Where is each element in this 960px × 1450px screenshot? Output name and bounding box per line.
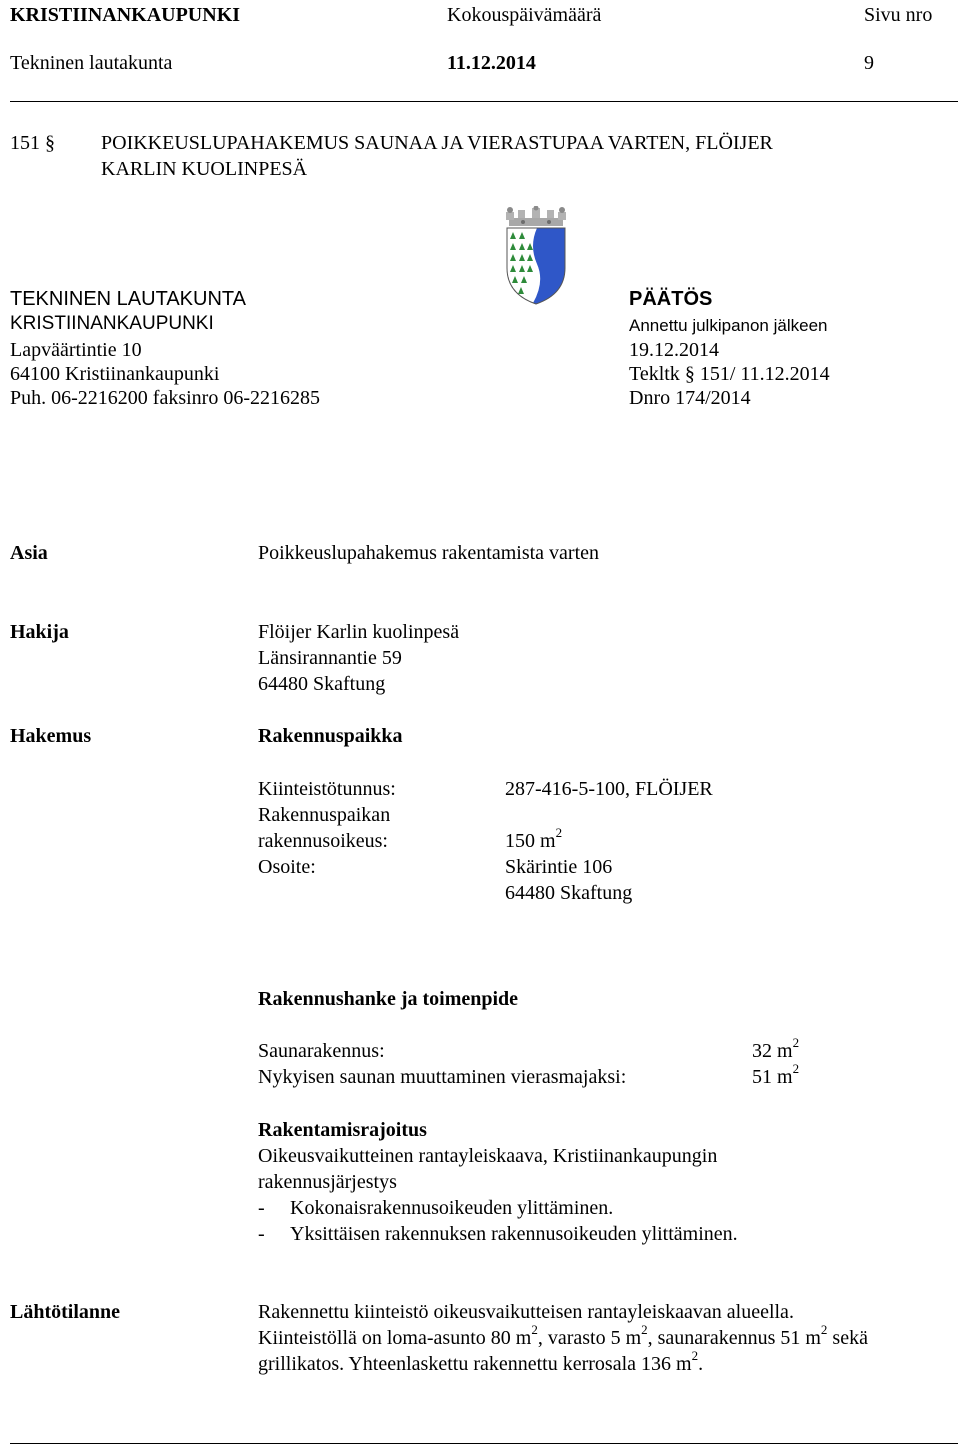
rajoitus-dash: - <box>258 1223 265 1245</box>
header-meeting-date: 11.12.2014 <box>447 52 536 74</box>
lahtotilanne-line-3: grillikatos. Yhteenlaskettu rakennettu kerrosala 136 $m^2$. <box>258 1348 704 1375</box>
decision-heading: PÄÄTÖS <box>629 288 713 310</box>
lahtotilanne-line-1: Rakennettu kiinteistö oikeusvaikutteisen rantayleiskaavan alueella. <box>258 1301 794 1323</box>
rajoitus-dash: - <box>258 1197 265 1219</box>
decision-ref: Tekltk § 151/ 11.12.2014 <box>629 363 830 385</box>
hanke-heading: Rakennushanke ja toimenpide <box>258 988 519 1010</box>
asia-value: Poikkeuslupahakemus rakentamista varten <box>258 542 600 564</box>
title-line-1: POIKKEUSLUPAHAKEMUS SAUNAA JA VIERASTUPAA VARTEN, FLÖIJER <box>101 132 773 154</box>
crown-icon <box>506 206 566 226</box>
hakemus-label: Hakemus <box>10 725 92 747</box>
header-divider <box>10 101 958 102</box>
hakija-line: 64480 Skaftung <box>258 673 386 695</box>
decision-given: Annettu julkipanon jälkeen <box>629 316 828 335</box>
kiinteistotunnus-value: 287-416-5-100, FLÖIJER <box>505 778 713 800</box>
sender-postal: 64100 Kristiinankaupunki <box>10 363 220 385</box>
rajoitus-line-2: rakennusjärjestys <box>258 1171 397 1193</box>
footer-divider <box>10 1443 958 1444</box>
vierasmaja-label: Nykyisen saunan muuttaminen vierasmajaksi: <box>258 1066 627 1088</box>
decision-dnro: Dnro 174/2014 <box>629 387 751 409</box>
asia-label: Asia <box>10 542 48 564</box>
osoite-line-2: 64480 Skaftung <box>505 882 633 904</box>
sender-city: KRISTIINANKAUPUNKI <box>10 313 214 334</box>
header-meeting-date-label: Kokouspäivämäärä <box>447 4 602 26</box>
sender-phone: Puh. 06-2216200 faksinro 06-2216285 <box>10 387 320 409</box>
title-line-2: KARLIN KUOLINPESÄ <box>101 158 308 180</box>
header-org: KRISTIINANKAUPUNKI <box>10 4 241 26</box>
osoite-line-1: Skärintie 106 <box>505 856 613 878</box>
kiinteistotunnus-label: Kiinteistötunnus: <box>258 778 396 800</box>
coat-of-arms-icon <box>503 206 569 306</box>
rakennusoikeus-label-2: rakennusoikeus: <box>258 830 388 852</box>
section-number: 151 § <box>10 132 55 154</box>
sender-name: TEKNINEN LAUTAKUNTA <box>10 288 246 310</box>
header-page-label: Sivu nro <box>864 4 933 26</box>
hakija-line: Flöijer Karlin kuolinpesä <box>258 621 460 643</box>
hakija-label: Hakija <box>10 621 69 643</box>
sender-street: Lapväärtintie 10 <box>10 339 142 361</box>
sauna-label: Saunarakennus: <box>258 1040 385 1062</box>
header-committee: Tekninen lautakunta <box>10 52 173 74</box>
osoite-label: Osoite: <box>258 856 316 878</box>
rajoitus-heading: Rakentamisrajoitus <box>258 1119 427 1141</box>
rajoitus-line-1: Oikeusvaikutteinen rantayleiskaava, Kristiinankaupungin <box>258 1145 718 1167</box>
rajoitus-item-1: Kokonaisrakennusoikeuden ylittäminen. <box>290 1197 614 1219</box>
lahtotilanne-label: Lähtötilanne <box>10 1301 121 1323</box>
rakennusoikeus-value: 150 $m^2$ <box>505 825 563 852</box>
lahtotilanne-line-2: Kiinteistöllä on loma-asunto 80 $m^2$, varasto 5 $m^2$, saunarakennus 51 $m^2$ sekä <box>258 1322 868 1349</box>
vierasmaja-value: 51 $m^2$ <box>752 1061 800 1088</box>
hakija-line: Länsirannantie 59 <box>258 647 402 669</box>
sauna-value: 32 $m^2$ <box>752 1035 800 1062</box>
rakennusoikeus-label-1: Rakennuspaikan <box>258 804 391 826</box>
header-page-number: 9 <box>864 52 874 74</box>
rajoitus-item-2: Yksittäisen rakennuksen rakennusoikeuden ylittäminen. <box>290 1223 738 1245</box>
rakennuspaikka-heading: Rakennuspaikka <box>258 725 403 747</box>
decision-date: 19.12.2014 <box>629 339 719 361</box>
